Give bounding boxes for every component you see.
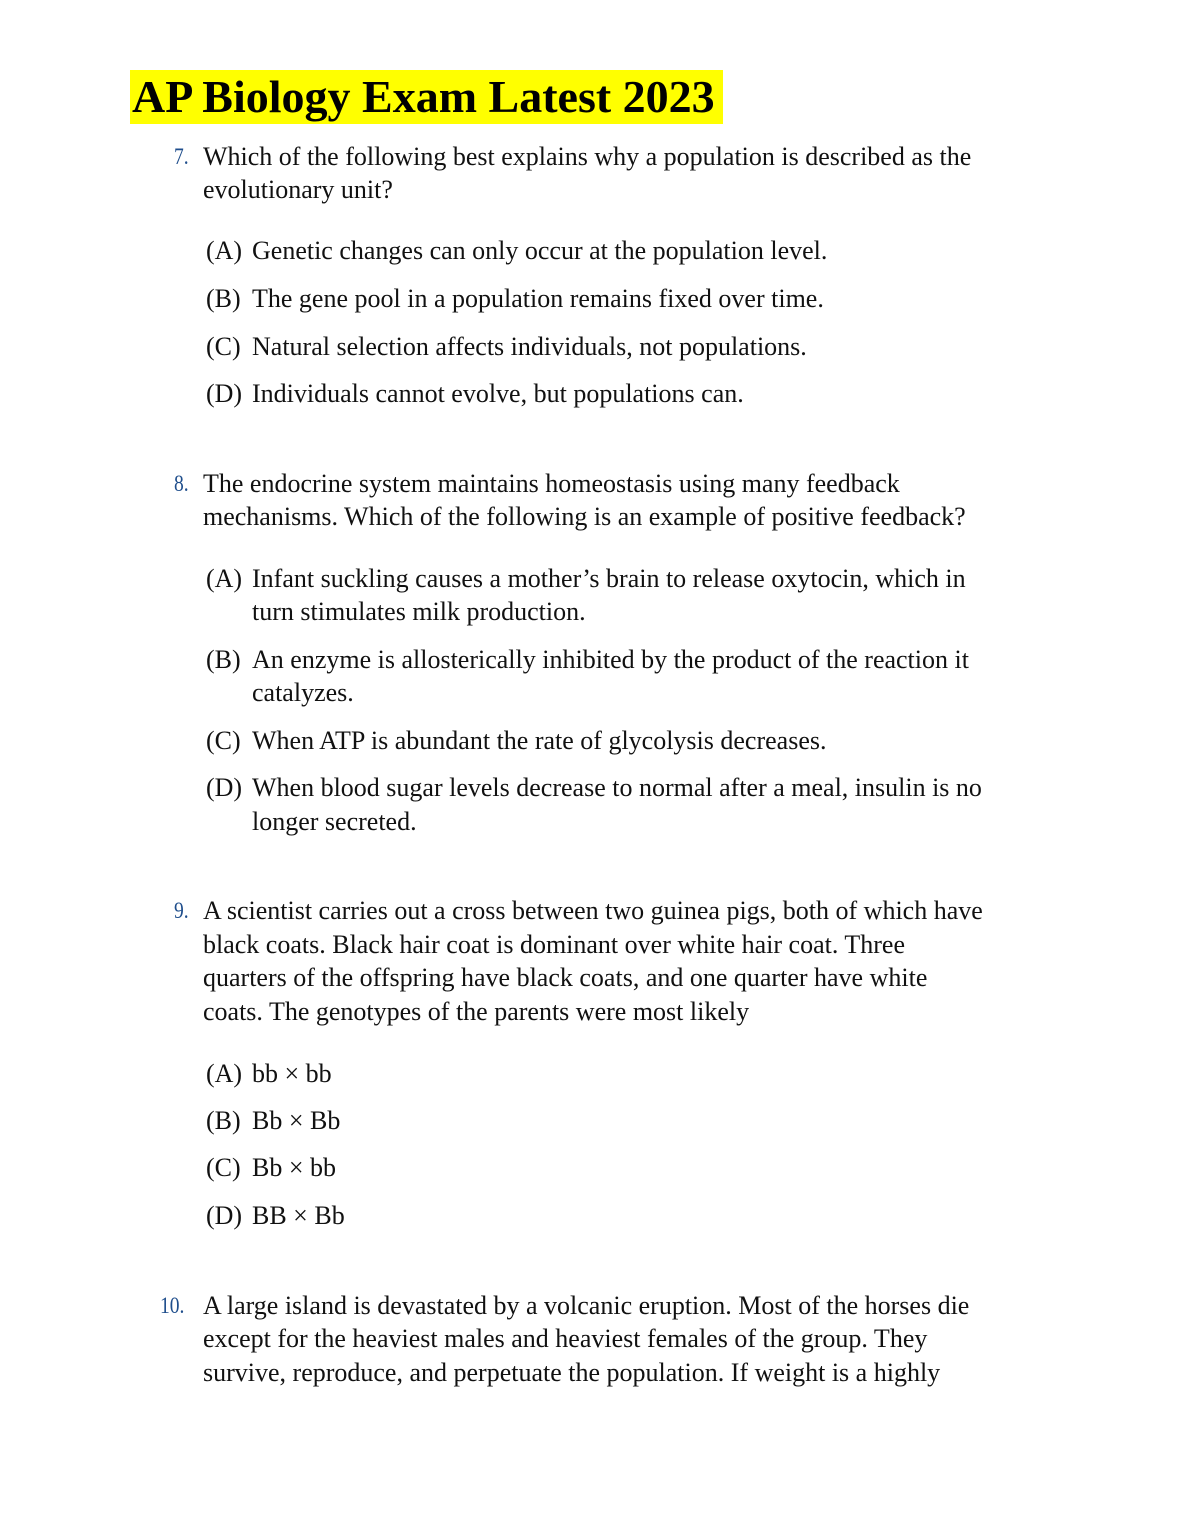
option-text-line: Bb × bb — [252, 1153, 337, 1182]
option-text-line: turn stimulates milk production. — [252, 597, 586, 626]
option-label: (B) — [206, 1106, 241, 1135]
option-label: (A) — [206, 1059, 243, 1088]
question-text-line: evolutionary unit? — [203, 175, 393, 204]
option-label: (B) — [206, 284, 241, 313]
question-text-line: mechanisms. Which of the following is an example of positive feedback? — [203, 502, 966, 531]
option-label: (C) — [206, 332, 241, 361]
question-number: 10. — [160, 1293, 185, 1318]
option-text-line: The gene pool in a population remains fixed over time. — [252, 284, 824, 313]
document-title: AP Biology Exam Latest 2023 — [130, 70, 723, 124]
question-number: 9. — [174, 898, 189, 923]
option-label: (A) — [206, 236, 243, 265]
question-text-line: quarters of the offspring have black coats, and one quarter have white — [203, 963, 928, 992]
option-label: (A) — [206, 564, 243, 593]
option-text-line: catalyzes. — [252, 678, 354, 707]
option-text-line: BB × Bb — [252, 1201, 345, 1230]
option-label: (D) — [206, 379, 243, 408]
question-text-line: The endocrine system maintains homeostasis using many feedback — [203, 469, 900, 498]
option-label: (B) — [206, 645, 241, 674]
question-text-line: except for the heaviest males and heaviest females of the group. They — [203, 1324, 928, 1353]
question-number: 7. — [174, 144, 189, 169]
option-text-line: Individuals cannot evolve, but populations can. — [252, 379, 744, 408]
question-text-line: black coats. Black hair coat is dominant over white hair coat. Three — [203, 930, 905, 959]
option-text-line: When blood sugar levels decrease to normal after a meal, insulin is no — [252, 773, 982, 802]
option-label: (C) — [206, 1153, 241, 1182]
option-text-line: Bb × Bb — [252, 1106, 341, 1135]
option-label: (D) — [206, 1201, 243, 1230]
question-text-line: A scientist carries out a cross between two guinea pigs, both of which have — [203, 896, 983, 925]
question-text-line: coats. The genotypes of the parents were most likely — [203, 997, 750, 1026]
question-text-line: A large island is devastated by a volcanic eruption. Most of the horses die — [203, 1291, 970, 1320]
option-text-line: bb × bb — [252, 1059, 332, 1088]
option-text-line: Genetic changes can only occur at the population level. — [252, 236, 828, 265]
option-label: (D) — [206, 773, 243, 802]
question-number: 8. — [174, 471, 189, 496]
option-text-line: Natural selection affects individuals, not populations. — [252, 332, 807, 361]
option-text-line: An enzyme is allosterically inhibited by the product of the reaction it — [252, 645, 969, 674]
question-text-line: Which of the following best explains why a population is described as the — [203, 142, 972, 171]
option-text-line: When ATP is abundant the rate of glycolysis decreases. — [252, 726, 827, 755]
option-text-line: Infant suckling causes a mother’s brain to release oxytocin, which in — [252, 564, 966, 593]
option-label: (C) — [206, 726, 241, 755]
question-text-line: survive, reproduce, and perpetuate the population. If weight is a highly — [203, 1358, 941, 1387]
option-text-line: longer secreted. — [252, 807, 417, 836]
